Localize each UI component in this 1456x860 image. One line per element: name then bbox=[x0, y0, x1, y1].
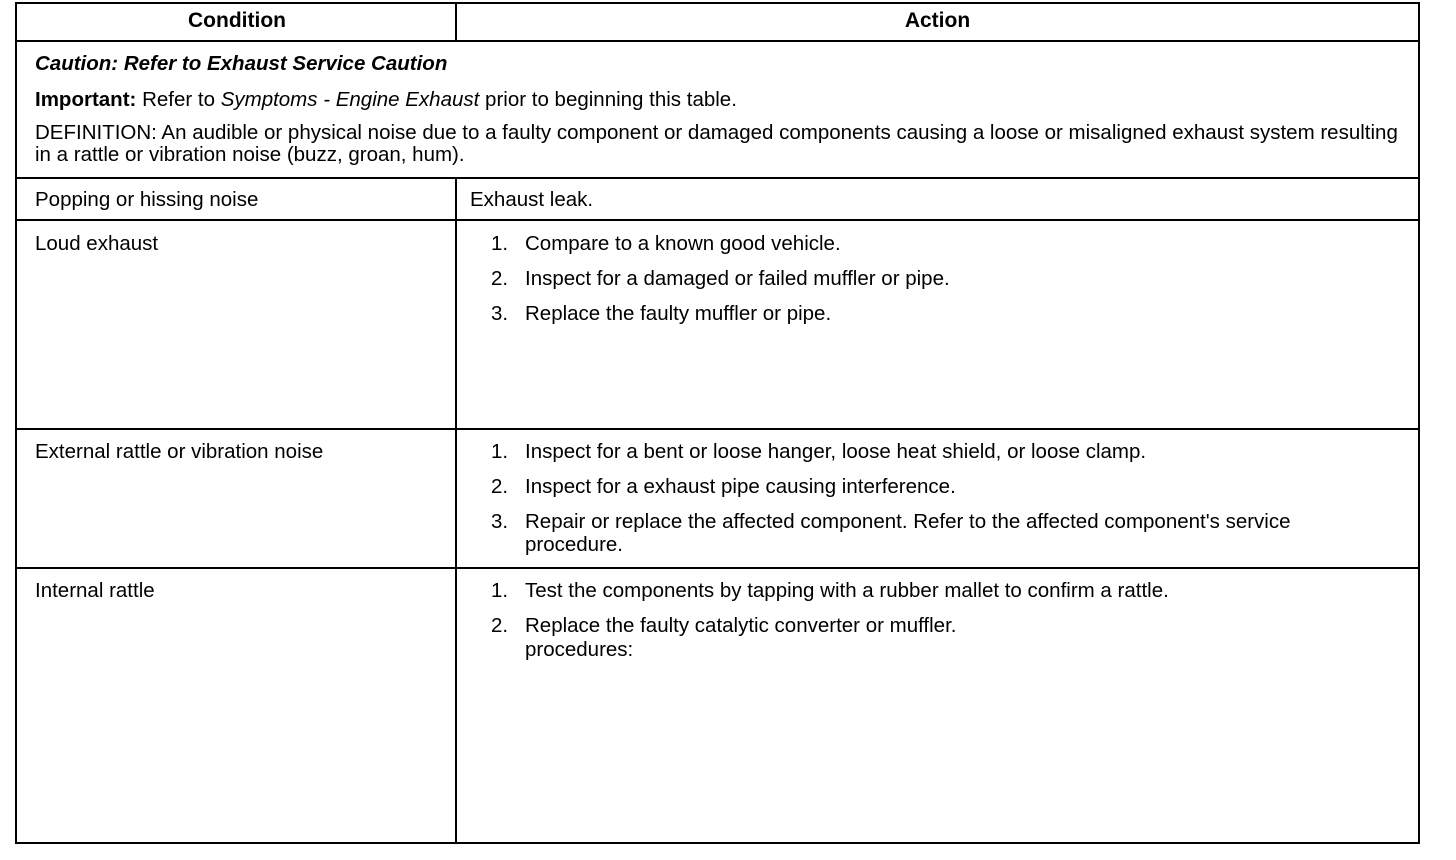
step-number: 3. bbox=[491, 510, 509, 533]
action-step bbox=[487, 302, 1378, 326]
condition-cell: Loud exhaust bbox=[35, 232, 159, 255]
condition-cell: Popping or hissing noise bbox=[35, 188, 259, 211]
column-divider bbox=[455, 177, 457, 844]
important-label: Important: bbox=[35, 88, 137, 111]
action-steps bbox=[487, 232, 1378, 337]
important-text-post: prior to beginning this table. bbox=[485, 88, 737, 111]
step-text: Inspect for a bent or loose hanger, loose heat shield, or loose clamp. bbox=[525, 440, 1147, 463]
action-step bbox=[487, 475, 1378, 499]
action-column-header: Action bbox=[904, 9, 971, 32]
header-rule bbox=[17, 40, 1418, 42]
step-text: Repair or replace the affected component. Refer to the affected component's service procedure. bbox=[525, 510, 1291, 556]
action-step bbox=[487, 614, 1378, 662]
condition-cell: External rattle or vibration noise bbox=[35, 440, 324, 463]
important-note bbox=[35, 88, 1408, 112]
step-number: 3. bbox=[491, 302, 509, 325]
row-rule bbox=[17, 219, 1418, 221]
condition-column-header: Condition bbox=[188, 9, 286, 32]
step-text: Inspect for a damaged or failed muffler or pipe. bbox=[525, 267, 950, 290]
action-steps bbox=[487, 440, 1378, 567]
row-rule bbox=[17, 428, 1418, 430]
symptoms-reference: Symptoms - Engine Exhaust bbox=[220, 88, 480, 111]
step-text: Replace the faulty catalytic converter or muffler. bbox=[525, 614, 957, 637]
step-text: Replace the faulty muffler or pipe. bbox=[525, 302, 832, 325]
diagnostic-table bbox=[15, 2, 1420, 844]
action-step bbox=[487, 510, 1378, 556]
step-number: 1. bbox=[491, 232, 509, 255]
action-step bbox=[487, 579, 1378, 603]
step-number: 2. bbox=[491, 267, 509, 290]
step-text: Inspect for a exhaust pipe causing interference. bbox=[525, 475, 956, 498]
action-step bbox=[487, 267, 1378, 291]
step-number: 2. bbox=[491, 614, 509, 637]
step-number: 1. bbox=[491, 579, 509, 602]
action-step bbox=[487, 440, 1378, 464]
step-number: 1. bbox=[491, 440, 509, 463]
caution-note: Caution: Refer to Exhaust Service Caution bbox=[35, 52, 448, 75]
definition-note: DEFINITION: An audible or physical noise due to a faulty component or damaged components causing a loose or misaligned exhaust system resulting in a rattle or vibration noise (buzz, groan, hum). bbox=[35, 121, 1398, 166]
important-text-pre: Refer to bbox=[142, 88, 215, 111]
step-text: Test the components by tapping with a rubber mallet to confirm a rattle. bbox=[525, 579, 1169, 602]
header-divider bbox=[455, 4, 457, 40]
step-number: 2. bbox=[491, 475, 509, 498]
step-text: Compare to a known good vehicle. bbox=[525, 232, 841, 255]
action-cell: Exhaust leak. bbox=[470, 188, 594, 211]
step-continuation: procedures: bbox=[525, 638, 634, 661]
action-steps bbox=[487, 579, 1378, 673]
row-rule bbox=[17, 567, 1418, 569]
notes-rule bbox=[17, 177, 1418, 179]
action-step bbox=[487, 232, 1378, 256]
condition-cell: Internal rattle bbox=[35, 579, 155, 602]
